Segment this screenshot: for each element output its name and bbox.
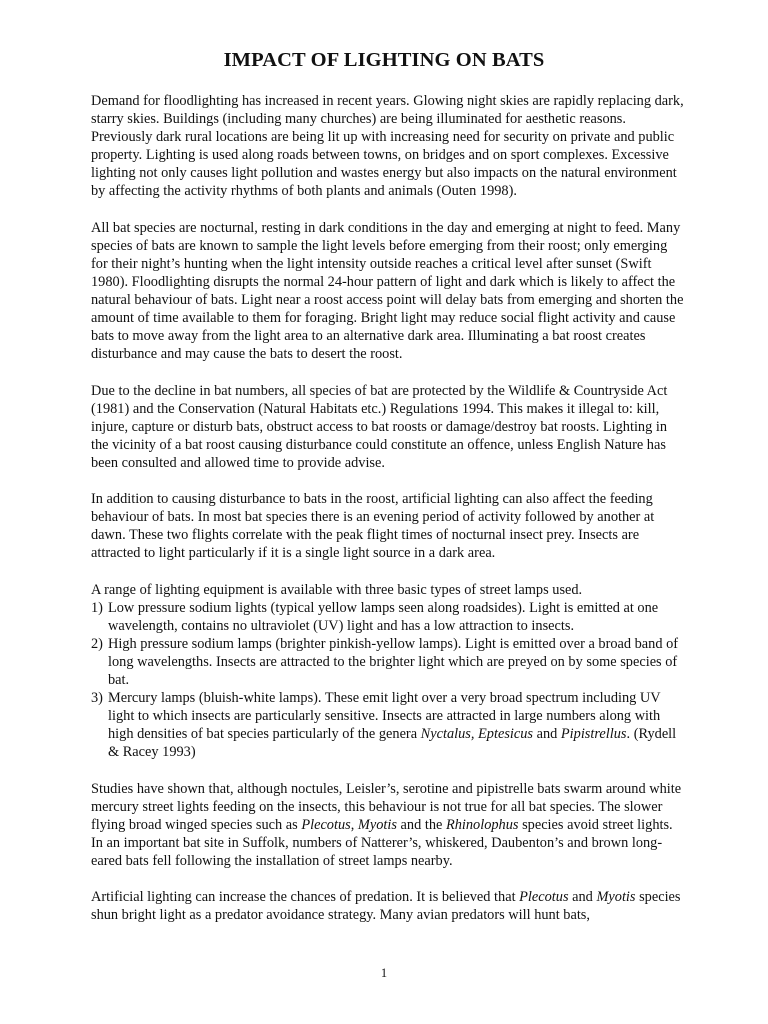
paragraph-floodlighting-demand: Demand for floodlighting has increased in recent years. Glowing night skies are rapidly replacing dark, starry skies. Buildings (including many churches) are being illuminated for aesthetic reasons. Previously dark rural locations are being lit up with increasing need for security on private and public property. Lighting is used along roads between towns, on bridges and on sport complexes. Excessive lighting not only causes light pollution and wastes energy but also impacts on the natural environment by affecting the activity rhythms of both plants and animals (Outen 1998). — [91, 93, 684, 200]
paragraph-legal-protection: Due to the decline in bat numbers, all species of bat are protected by the Wildlife & Countryside Act (1981) and the Conservation (Natural Habitats etc.) Regulations 1994. This makes it illegal to: kill, injure, capture or disturb bats, obstruct access to bat roosts or damage/destroy bat roosts. Lighting in the vicinity of a bat roost causing disturbance could constitute an offence, unless English Nature has been consulted and allowed time to provide advise. — [91, 382, 668, 471]
paragraph-lamp-types-intro: A range of lighting equipment is available with three basic types of street lamps used. — [91, 581, 583, 598]
list-item-text: and — [533, 726, 561, 743]
text-run: and the — [396, 816, 446, 833]
genus-name: Rhinolophus — [445, 816, 519, 833]
list-item-text: High pressure sodium lamps (brighter pinkish-yellow lamps). Light is emitted over a broad band of long wavelengths. Insects are attracted to the brighter light which are preyed on by some species of bat. — [108, 635, 679, 688]
list-number: 3) — [91, 690, 103, 707]
list-item-text: Low pressure sodium lights (typical yellow lamps seen along roadsides). Light is emitted at one wavelength, contains no ultraviolet (UV) light and has a low attraction to insects. — [108, 599, 659, 634]
list-item-low-pressure-sodium — [91, 599, 687, 635]
text-run: species avoid street lights. In an important bat site in Suffolk, numbers of Natterer’s, whiskered, Daubenton’s and brown long-eared bats fell following the installation of street lamps nearby. — [91, 816, 673, 869]
paragraph-feeding-behaviour: In addition to causing disturbance to bats in the roost, artificial lighting can also affect the feeding behaviour of bats. In most bat species there is an evening period of activity followed by another at dawn. These two flights correlate with the peak flight times of nocturnal insect prey. Insects are attracted to light particularly if it is a single light source in a dark area. — [91, 491, 655, 562]
document-body — [91, 92, 687, 942]
page-number: 1 — [380, 966, 388, 980]
lamp-types-section — [91, 581, 687, 762]
text-run: and — [568, 889, 597, 906]
text-run: species shun bright light as a predator avoidance strategy. Many avian predators will hunt bats, — [91, 889, 681, 924]
text-run: Artificial lighting can increase the chances of predation. It is believed that — [91, 889, 520, 906]
page-title: IMPACT OF LIGHTING ON BATS — [223, 49, 545, 71]
list-number: 1) — [91, 599, 103, 616]
text-run: , — [350, 816, 358, 833]
paragraph-predation — [91, 888, 687, 924]
list-number: 2) — [91, 635, 103, 652]
list-item-text: . (Rydell & Racey 1993) — [108, 726, 677, 761]
lamp-types-list — [91, 599, 687, 762]
list-item-mercury-lamps — [91, 689, 687, 761]
paragraph-nocturnal-behaviour: All bat species are nocturnal, resting in dark conditions in the day and emerging at night to feed. Many species of bats are known to sample the light levels before emerging from their roost; only emerging for their night’s hunting when the light intensity outside reaches a critical level after sunset (Swift 1980). Floodlighting disrupts the normal 24-hour pattern of light and dark which is likely to affect the natural behaviour of bats. Light near a roost access point will delay bats from emerging and shorten the amount of time available to them for foraging. Bright light may reduce social flight activity and cause bats to move away from the light area to an alternative dark area. Illuminating a bat roost creates disturbance and may cause the bats to desert the roost. — [91, 219, 684, 363]
genus-name: Pipistrellus — [560, 726, 627, 743]
list-item-text: Mercury lamps (bluish-white lamps). These emit light over a very broad spectrum including UV light to which insects are particularly sensitive. Insects are attracted in large numbers along with high densities of bat species particularly of the genera — [108, 690, 661, 743]
genus-name: Plecotus — [301, 816, 351, 833]
genus-name: Myotis — [596, 889, 636, 906]
paragraph-studies — [91, 780, 687, 870]
genus-name: Nyctalus, Eptesicus — [420, 726, 534, 743]
list-item-high-pressure-sodium — [91, 635, 687, 689]
text-run: Studies have shown that, although noctules, Leisler’s, serotine and pipistrelle bats swarm around white mercury street lights feeding on the insects, this behaviour is not true for all bat species. The slower flying broad winged species such as — [91, 780, 682, 833]
genus-name: Plecotus — [519, 889, 569, 906]
genus-name: Myotis — [357, 816, 397, 833]
